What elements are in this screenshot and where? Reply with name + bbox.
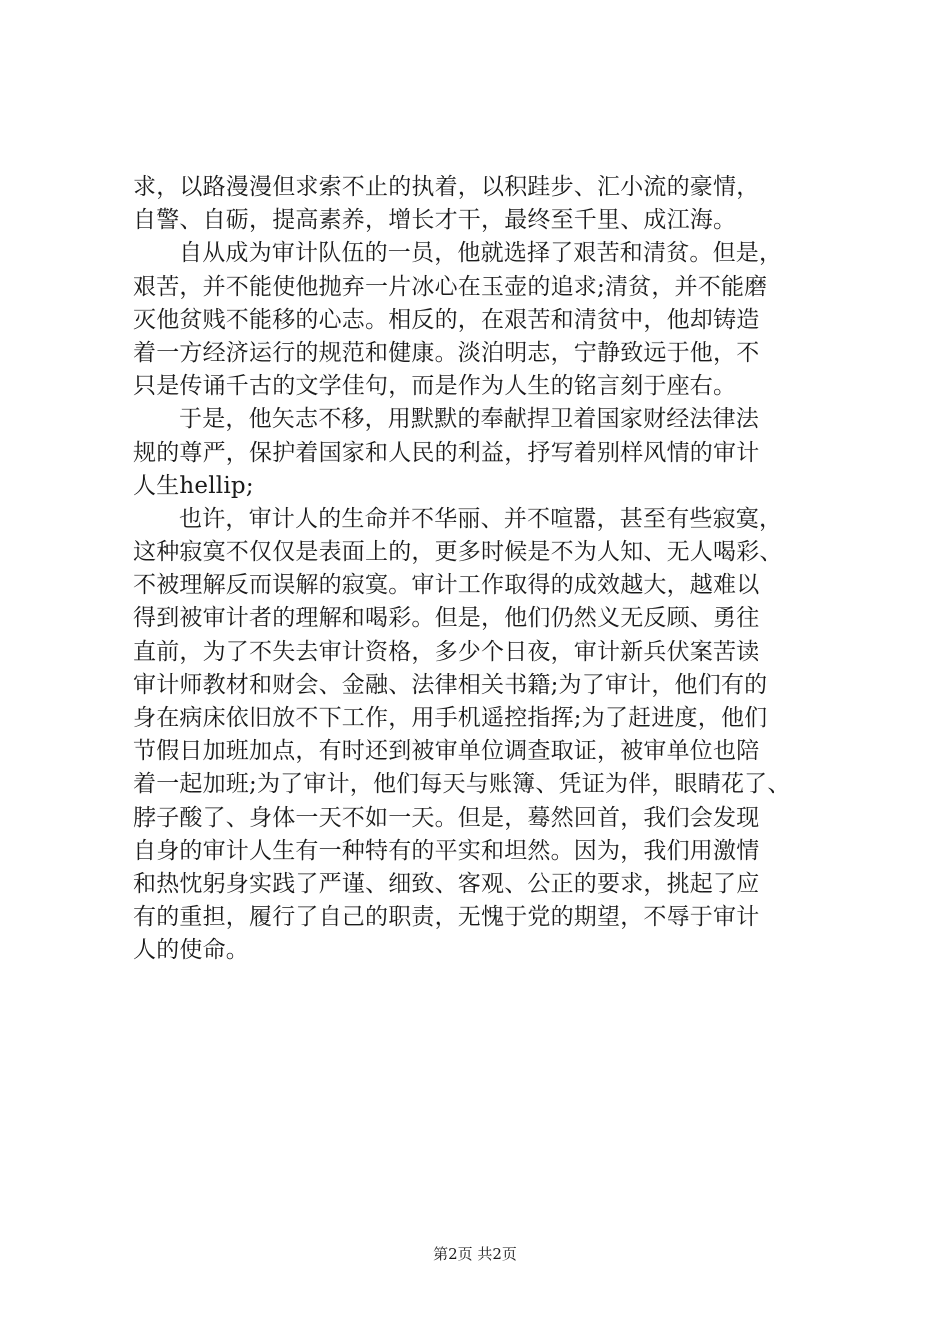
text-line: 和热忱躬身实践了严谨、细致、客观、公正的要求，挑起了应 bbox=[133, 870, 760, 897]
text-line: 节假日加班加点，有时还到被审单位调查取证，被审单位也陪 bbox=[133, 738, 760, 765]
text-line: 直前，为了不失去审计资格，多少个日夜，审计新兵伏案苦读 bbox=[133, 638, 760, 665]
text-line: 身在病床依旧放不下工作，用手机遥控指挥;为了赶进度，他们 bbox=[133, 705, 768, 731]
text-line: 于是，他矢志不移，用默默的奉献捍卫着国家财经法律法 bbox=[179, 406, 759, 433]
page-number-footer: 第2页 共2页 bbox=[433, 1245, 517, 1263]
text-line: 审计师教材和财会、金融、法律相关书籍;为了审计，他们有的 bbox=[133, 671, 768, 698]
text-line: 得到被审计者的理解和喝彩。但是，他们仍然义无反顾、勇往 bbox=[133, 605, 760, 632]
text-line: 求，以路漫漫但求索不止的执着，以积跬步、汇小流的豪情， bbox=[133, 174, 760, 200]
text-line: 自警、自砺，提高素养，增长才干，最终至千里、成江海。 bbox=[133, 207, 737, 234]
document-body bbox=[133, 171, 833, 968]
text-line: 规的尊严，保护着国家和人民的利益，抒写着别样风情的审计 bbox=[133, 439, 760, 466]
text-line: 脖子酸了、身体一天不如一天。但是，蓦然回首，我们会发现 bbox=[133, 804, 760, 831]
text-line: 着一起加班;为了审计，他们每天与账簿、凭证为伴，眼睛花了、 bbox=[133, 771, 791, 798]
text-line: 也许，审计人的生命并不华丽、并不喧嚣，甚至有些寂寞， bbox=[179, 505, 783, 532]
text-line: 只是传诵千古的文学佳句，而是作为人生的铭言刻于座右。 bbox=[133, 373, 737, 400]
text-line: 灭他贫贱不能移的心志。相反的，在艰苦和清贫中，他却铸造 bbox=[133, 306, 760, 333]
text-line: 自从成为审计队伍的一员，他就选择了艰苦和清贫。但是， bbox=[179, 240, 783, 267]
text-line: 自身的审计人生有一种特有的平实和坦然。因为，我们用激情 bbox=[133, 837, 760, 864]
text-line: 不被理解反而误解的寂寞。审计工作取得的成效越大，越难以 bbox=[133, 572, 760, 599]
text-line: 艰苦，并不能使他抛弃一片冰心在玉壶的追求;清贫，并不能磨 bbox=[133, 273, 768, 300]
text-line: 人生hellip; bbox=[133, 472, 254, 499]
text-line: 人的使命。 bbox=[133, 937, 249, 964]
text-line: 这种寂寞不仅仅是表面上的，更多时候是不为人知、无人喝彩、 bbox=[133, 539, 783, 566]
text-line: 着一方经济运行的规范和健康。淡泊明志，宁静致远于他，不 bbox=[133, 339, 760, 366]
text-line: 有的重担，履行了自己的职责，无愧于党的期望，不辱于审计 bbox=[133, 904, 760, 931]
